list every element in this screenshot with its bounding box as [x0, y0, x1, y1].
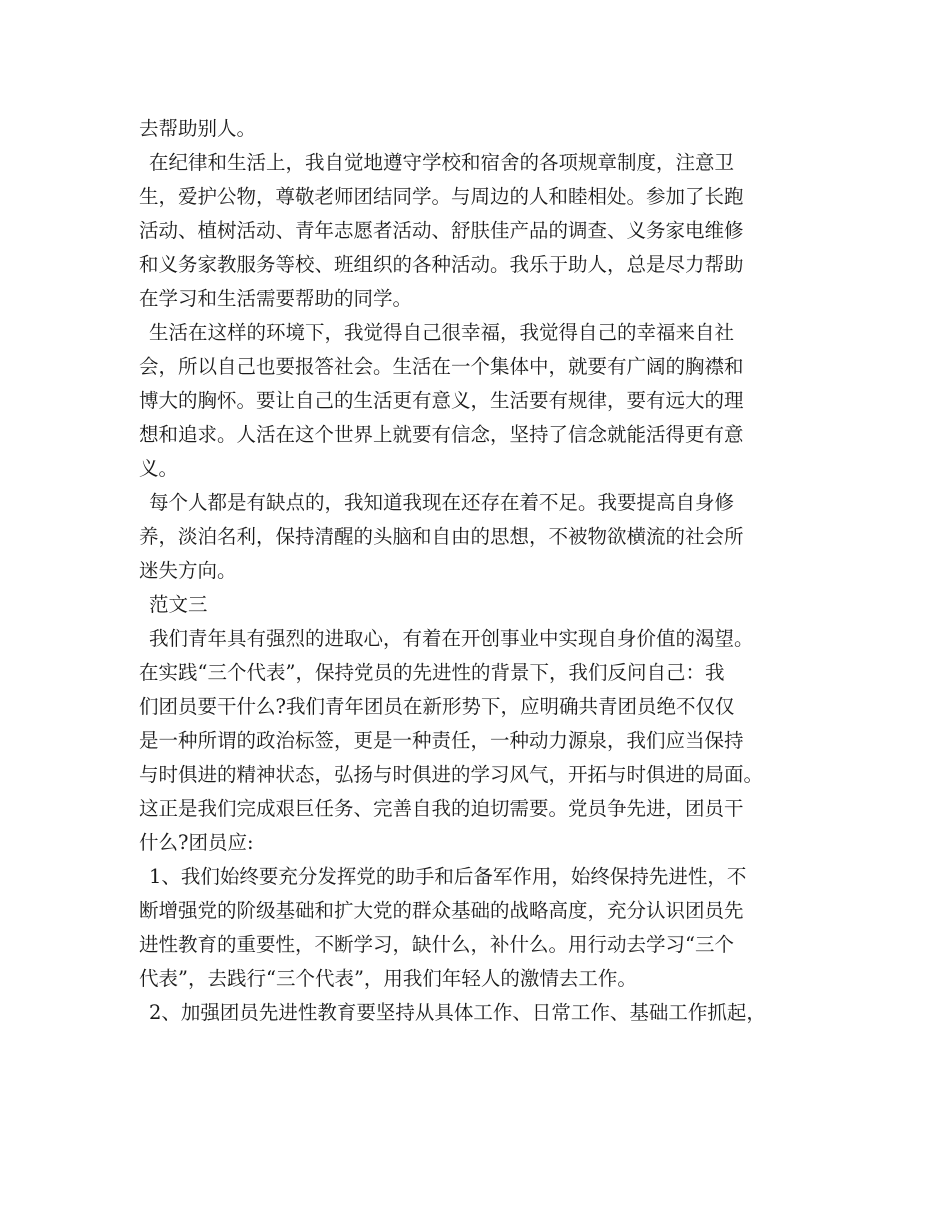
text-line: 什么?团员应: [139, 831, 254, 854]
text-line: 断增强党的阶级基础和扩大党的群众基础的战略高度，充分认识团员先 [139, 899, 744, 922]
text-line: 养，淡泊名利，保持清醒的头脑和自由的思想，不被物欲横流的社会所 [139, 525, 744, 548]
list-item-line: 2、加强团员先进性教育要坚持从具体工作、日常工作、基础工作抓起， [149, 1001, 766, 1024]
text-line: 和义务家教服务等校、班组织的各种活动。我乐于助人，总是尽力帮助 [139, 253, 744, 276]
paragraph-start-line: 在纪律和生活上，我自觉地遵守学校和宿舍的各项规章制度，注意卫 [149, 151, 735, 174]
text-line: 博大的胸怀。要让自己的生活更有意义，生活要有规律，要有远大的理 [139, 389, 744, 412]
body-text [139, 112, 839, 1030]
text-line: 这正是我们完成艰巨任务、完善自我的迫切需要。党员争先进，团员干 [139, 797, 744, 820]
paragraph-start-line: 每个人都是有缺点的，我知道我现在还存在着不足。我要提高自身修 [149, 491, 735, 514]
text-line: 是一种所谓的政治标签，更是一种责任，一种动力源泉，我们应当保持 [139, 729, 744, 752]
text-line: 在实践“三个代表”，保持党员的先进性的背景下，我们反问自己：我 [139, 661, 725, 684]
text-line: 代表”，去践行“三个代表”，用我们年轻人的激情去工作。 [139, 967, 637, 990]
text-line: 们团员要干什么?我们青年团员在新形势下，应明确共青团员绝不仅仅 [139, 695, 735, 718]
text-line: 生，爱护公物，尊敬老师团结同学。与周边的人和睦相处。参加了长跑 [139, 185, 744, 208]
paragraph-start-line: 生活在这样的环境下，我觉得自己很幸福，我觉得自己的幸福来自社 [149, 321, 735, 344]
text-line: 进性教育的重要性，不断学习，缺什么，补什么。用行动去学习“三个 [139, 933, 734, 956]
text-line: 去帮助别人。 [139, 117, 257, 140]
list-item-line: 1、我们始终要充分发挥党的助手和后备军作用，始终保持先进性，不 [149, 865, 747, 888]
text-line: 义。 [139, 457, 179, 480]
text-line: 在学习和生活需要帮助的同学。 [139, 287, 413, 310]
text-line: 迷失方向。 [139, 559, 237, 582]
text-line: 想和追求。人活在这个世界上就要有信念，坚持了信念就能活得更有意 [139, 423, 744, 446]
text-line: 会，所以自己也要报答社会。生活在一个集体中，就要有广阔的胸襟和 [139, 355, 744, 378]
paragraph-start-line: 我们青年具有强烈的进取心，有着在开创事业中实现自身价值的渴望。 [149, 627, 754, 650]
text-line: 与时俱进的精神状态，弘扬与时俱进的学习风气，开拓与时俱进的局面。 [139, 763, 764, 786]
section-heading: 范文三 [149, 593, 208, 616]
text-line: 活动、植树活动、青年志愿者活动、舒肤佳产品的调查、义务家电维修 [139, 219, 744, 242]
